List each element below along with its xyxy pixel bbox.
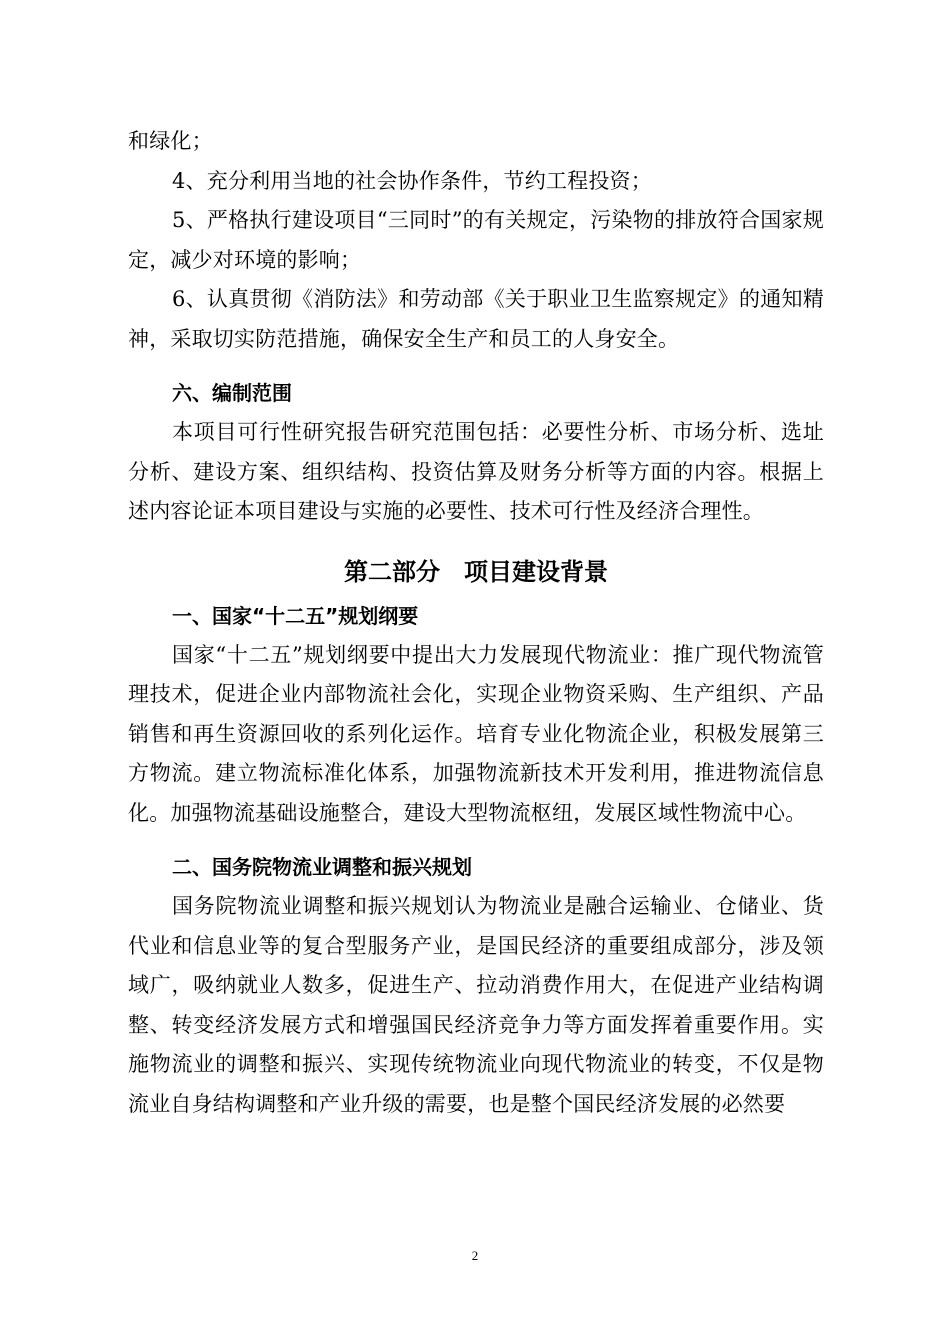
section-heading-five-year-plan: 一、国家“十二五”规划纲要: [172, 603, 419, 628]
document-page: [128, 122, 824, 1124]
spacer: [128, 359, 824, 373]
part-title: 第二部分 项目建设背景: [344, 557, 608, 586]
spacer: [128, 532, 824, 548]
page-number: 2: [471, 1248, 479, 1263]
paragraph-item-6: 6、认真贯彻《消防法》和劳动部《关于职业卫生监察规定》的通知精神，采取切实防范措施，确保安全生产和员工的人身安全。: [128, 287, 824, 351]
section-heading-state-council-plan: 二、国务院物流业调整和振兴规划: [172, 855, 472, 879]
spacer: [128, 833, 824, 847]
section-heading-scope: 六、编制范围: [172, 381, 292, 405]
paragraph-scope: 本项目可行性研究报告研究范围包括：必要性分析、市场分析、选址分析、建设方案、组织结构、投资估算及财务分析等方面的内容。根据上述内容论证本项目建设与实施的必要性、技术可行性及经济合理性。: [128, 420, 824, 523]
paragraph-item-5: 5、严格执行建设项目“三同时”的有关规定，污染物的排放符合国家规定，减少对环境的影响；: [128, 208, 824, 272]
paragraph-item-4: 4、充分利用当地的社会协作条件，节约工程投资；: [172, 168, 652, 193]
paragraph-state-council-plan: 国务院物流业调整和振兴规划认为物流业是融合运输业、仓储业、货代业和信息业等的复合型服务产业，是国民经济的重要组成部分，涉及领域广，吸纳就业人数多，促进生产、拉动消费作用大，在促进产业结构调整、转变经济发展方式和增强国民经济竞争力等方面发挥着重要作用。实施物流业的调整和振兴、实现传统物流业向现代物流业的转变，不仅是物流业自身结构调整和产业升级的需要，也是整个国民经济发展的必然要: [128, 894, 824, 1116]
paragraph-five-year-plan: 国家“十二五”规划纲要中提出大力发展现代物流业：推广现代物流管理技术，促进企业内部物流社会化，实现企业物资采购、生产组织、产品销售和再生资源回收的系列化运作。培育专业化物流企业，积极发展第三方物流。建立物流标准化体系，加强物流新技术开发利用，推进物流信息化。加强物流基础设施整合，建设大型物流枢纽，发展区域性物流中心。: [128, 642, 824, 825]
paragraph-continuation: 和绿化；: [128, 129, 213, 153]
